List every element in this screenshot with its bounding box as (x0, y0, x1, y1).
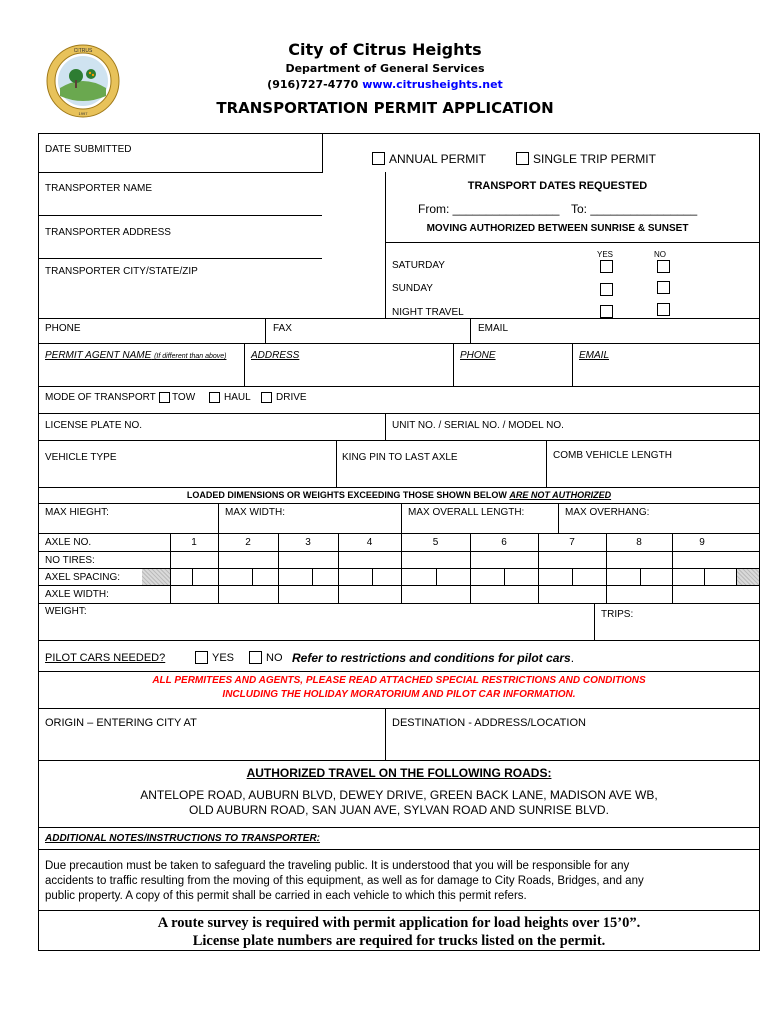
axle-number-5: 5 (432, 537, 439, 548)
roads-line-2: OLD AUBURN ROAD, SAN JUAN AVE, SYLVAN ROAD AND SUNRISE BLVD. (189, 803, 609, 817)
form-title: TRANSPORTATION PERMIT APPLICATION (216, 99, 554, 117)
single-trip-checkbox[interactable] (516, 152, 529, 165)
date-submitted-label: DATE SUBMITTED (45, 144, 132, 155)
loaded-dimensions-text: LOADED DIMENSIONS OR WEIGHTS EXCEEDING THOSE SHOWN BELOW (186, 490, 507, 500)
tow-checkbox[interactable] (159, 392, 170, 403)
transporter-address-label: TRANSPORTER ADDRESS (45, 227, 171, 238)
pilot-no-label: NO (266, 652, 283, 664)
pilot-yes-checkbox[interactable] (195, 651, 208, 664)
sunday-label: SUNDAY (392, 283, 433, 294)
max-width-label: MAX WIDTH: (225, 507, 285, 518)
phone-label: PHONE (45, 323, 81, 334)
sunday-yes-checkbox[interactable] (600, 283, 613, 296)
transporter-city-label: TRANSPORTER CITY/STATE/ZIP (45, 266, 198, 277)
agent-address-label: ADDRESS (251, 350, 300, 361)
pilot-no-checkbox[interactable] (249, 651, 262, 664)
notes-line-3: public property. A copy of this permit shall be carried in each vehicle to which this permit refers. (45, 890, 527, 902)
axle-no-label: AXLE NO. (45, 537, 92, 548)
axle-number-1: 1 (191, 537, 197, 548)
trips-label: TRIPS: (601, 609, 634, 620)
axle-number-7: 7 (569, 537, 575, 548)
transport-dates-heading: TRANSPORT DATES REQUESTED (467, 180, 648, 192)
saturday-label: SATURDAY (392, 260, 445, 271)
additional-notes-heading: ADDITIONAL NOTES/INSTRUCTIONS TO TRANSPORTER: (45, 833, 321, 844)
svg-text:CITRUS: CITRUS (73, 48, 93, 54)
department-name: Department of General Services (285, 62, 485, 75)
spacing-shade-left (142, 569, 170, 585)
yes-column-label: YES (597, 250, 614, 259)
axel-spacing-label: AXEL SPACING: (45, 572, 121, 583)
unit-number-label: UNIT NO. / SERIAL NO. / MODEL NO. (392, 420, 564, 431)
no-tires-label: NO TIRES: (45, 555, 95, 566)
transporter-name-label: TRANSPORTER NAME (45, 183, 153, 194)
origin-label: ORIGIN – ENTERING CITY AT (45, 717, 197, 729)
fax-label: FAX (273, 323, 292, 334)
pilot-yes-label: YES (212, 652, 235, 664)
saturday-no-checkbox[interactable] (657, 260, 670, 273)
roads-line-1: ANTELOPE ROAD, AUBURN BLVD, DEWEY DRIVE, GREEN BACK LANE, MADISON AVE WB, (140, 788, 658, 802)
permit-agent-name: PERMIT AGENT NAME (45, 350, 152, 361)
license-plate-label: LICENSE PLATE NO. (45, 420, 143, 431)
permit-agent-label (45, 350, 226, 361)
night-yes-checkbox[interactable] (600, 305, 613, 318)
saturday-yes-checkbox[interactable] (600, 260, 613, 273)
spacing-shade-right (737, 569, 759, 585)
agent-email-label: EMAIL (579, 350, 610, 361)
annual-permit-label: ANNUAL PERMIT (389, 152, 486, 166)
authorized-travel-heading: AUTHORIZED TRAVEL ON THE FOLLOWING ROADS: (246, 766, 552, 780)
tow-label: TOW (172, 392, 196, 403)
svg-text:1997: 1997 (78, 111, 88, 116)
warning-line-1: ALL PERMITEES AND AGENTS, PLEASE READ ATTACHED SPECIAL RESTRICTIONS AND CONDITIONS (152, 675, 646, 686)
destination-label: DESTINATION - ADDRESS/LOCATION (392, 717, 586, 729)
warning-line-2: INCLUDING THE HOLIDAY MORATORIUM AND PILOT CAR INFORMATION. (222, 689, 576, 700)
agent-phone-label: PHONE (460, 350, 496, 361)
notes-line-1: Due precaution must be taken to safeguard the traveling public. It is understood that you will be responsible for any (45, 860, 630, 872)
mode-of-transport-label: MODE OF TRANSPORT (45, 392, 156, 403)
single-trip-label: SINGLE TRIP PERMIT (533, 152, 656, 166)
axle-width-label: AXLE WIDTH: (45, 589, 109, 600)
max-overhang-label: MAX OVERHANG: (565, 507, 650, 518)
website-link[interactable]: www.citrusheights.net (362, 78, 503, 91)
haul-label: HAUL (224, 392, 251, 403)
drive-checkbox[interactable] (261, 392, 272, 403)
contact-line (0, 78, 770, 91)
axle-number-8: 8 (636, 537, 642, 548)
max-height-label: MAX HIEGHT: (45, 507, 109, 518)
city-name: City of Citrus Heights (288, 40, 482, 59)
haul-checkbox[interactable] (209, 392, 220, 403)
vehicle-type-label: VEHICLE TYPE (45, 452, 117, 463)
to-date-field[interactable]: To: ________________ (571, 202, 698, 216)
pilot-refer-text: Refer to restrictions and conditions for pilot cars (292, 651, 571, 665)
phone-number: (916)727-4770 (267, 78, 359, 91)
axle-number-3: 3 (305, 537, 311, 548)
night-no-checkbox[interactable] (657, 303, 670, 316)
axle-number-6: 6 (501, 537, 507, 548)
max-overall-length-label: MAX OVERALL LENGTH: (408, 507, 525, 518)
footer-line-2: License plate numbers are required for trucks listed on the permit. (192, 933, 606, 949)
pilot-refer-note: Refer to restrictions and conditions for pilot cars. (292, 651, 575, 665)
pilot-cars-label: PILOT CARS NEEDED? (45, 652, 166, 664)
no-column-label: NO (654, 250, 666, 259)
footer-line-1: A route survey is required with permit application for load heights over 15’0”. (157, 915, 641, 931)
drive-label: DRIVE (276, 392, 307, 403)
moving-authorized-heading: MOVING AUTHORIZED BETWEEN SUNRISE & SUNSET (426, 223, 689, 234)
email-label: EMAIL (478, 323, 509, 334)
weight-label: WEIGHT: (45, 606, 87, 617)
loaded-dimensions-notice (38, 490, 760, 500)
axle-number-4: 4 (366, 537, 373, 548)
sunday-no-checkbox[interactable] (657, 281, 670, 294)
king-pin-label: KING PIN TO LAST AXLE (342, 452, 458, 463)
if-different-note: (If different than above) (154, 353, 227, 360)
annual-permit-checkbox[interactable] (372, 152, 385, 165)
axle-number-2: 2 (245, 537, 251, 548)
comb-vehicle-length-label: COMB VEHICLE LENGTH (553, 450, 672, 461)
not-authorized-text: ARE NOT AUTHORIZED (509, 490, 612, 500)
from-date-field[interactable]: From: ________________ (418, 202, 560, 216)
axle-number-9: 9 (699, 537, 705, 548)
notes-line-2: accidents to traffic resulting from the moving of this equipment, as well as for damage to City Roads, Bridges, and any (45, 875, 644, 887)
night-travel-label: NIGHT TRAVEL (392, 307, 464, 318)
